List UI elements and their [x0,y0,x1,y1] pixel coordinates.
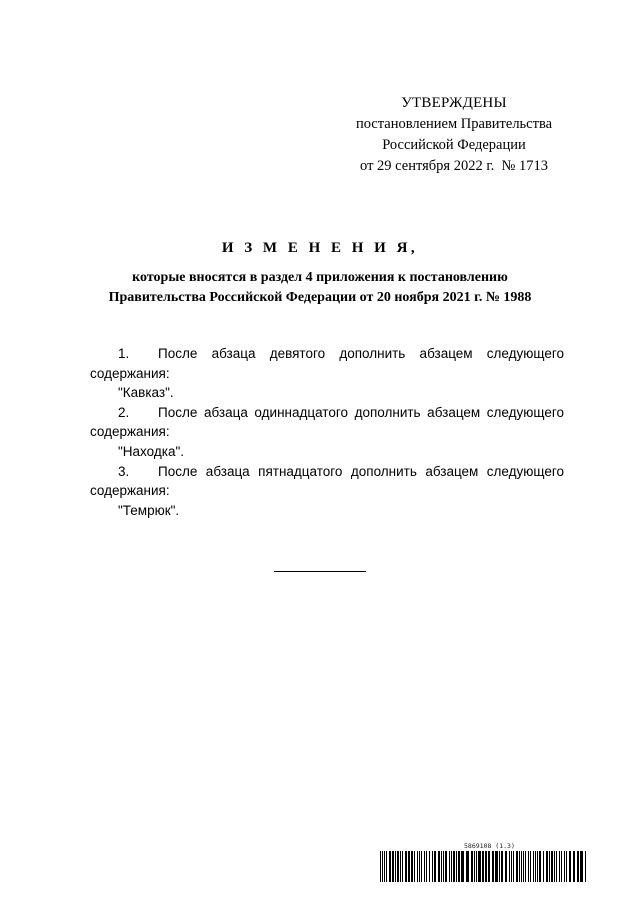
amendment-line [90,462,564,482]
subtitle-line-1: которые вносятся в раздел 4 приложения к постановлению [132,270,508,285]
approval-line-1: постановлением Правительства [355,116,553,132]
approval-date-line: от 29 сентября 2022 г. № 1713 [360,158,548,174]
item-text: После абзаца девятого дополнить абзацем следующего [158,346,564,361]
amendment-item-3 [90,462,564,521]
item-number: 2. [118,404,130,420]
item-continuation: содержания: [90,365,170,381]
amendment-item-2 [90,403,564,462]
item-quote: "Находка". [118,443,184,459]
barcode-icon [380,851,590,882]
amendment-line [90,344,564,364]
document-barcode [380,842,590,886]
approved-heading: УТВЕРЖДЕНЫ [401,95,507,111]
document-body [90,344,564,520]
item-text: После абзаца пятнадцатого дополнить абзацем следующего [158,463,564,479]
item-number: 3. [118,463,130,479]
end-divider [274,571,366,572]
document-title: И З М Е Н Е Н И Я, [221,240,419,256]
item-quote: "Темрюк". [118,502,180,518]
approval-line-2: Российской Федерации [382,137,526,153]
document-subtitle [70,268,570,308]
item-quote: "Кавказ". [118,385,174,401]
amendment-item-1 [90,344,564,403]
amendment-line [90,403,564,423]
barcode-label: 5869108 (1.3) [464,842,515,850]
subtitle-line-2: Правительства Российской Федерации от 20 ноября 2021 г. № 1988 [108,290,532,305]
item-continuation: содержания: [90,483,170,499]
item-continuation: содержания: [90,424,170,440]
approval-block [330,93,578,177]
item-text: После абзаца одиннадцатого дополнить абзацем следующего [158,404,564,420]
item-number: 1. [118,346,130,361]
